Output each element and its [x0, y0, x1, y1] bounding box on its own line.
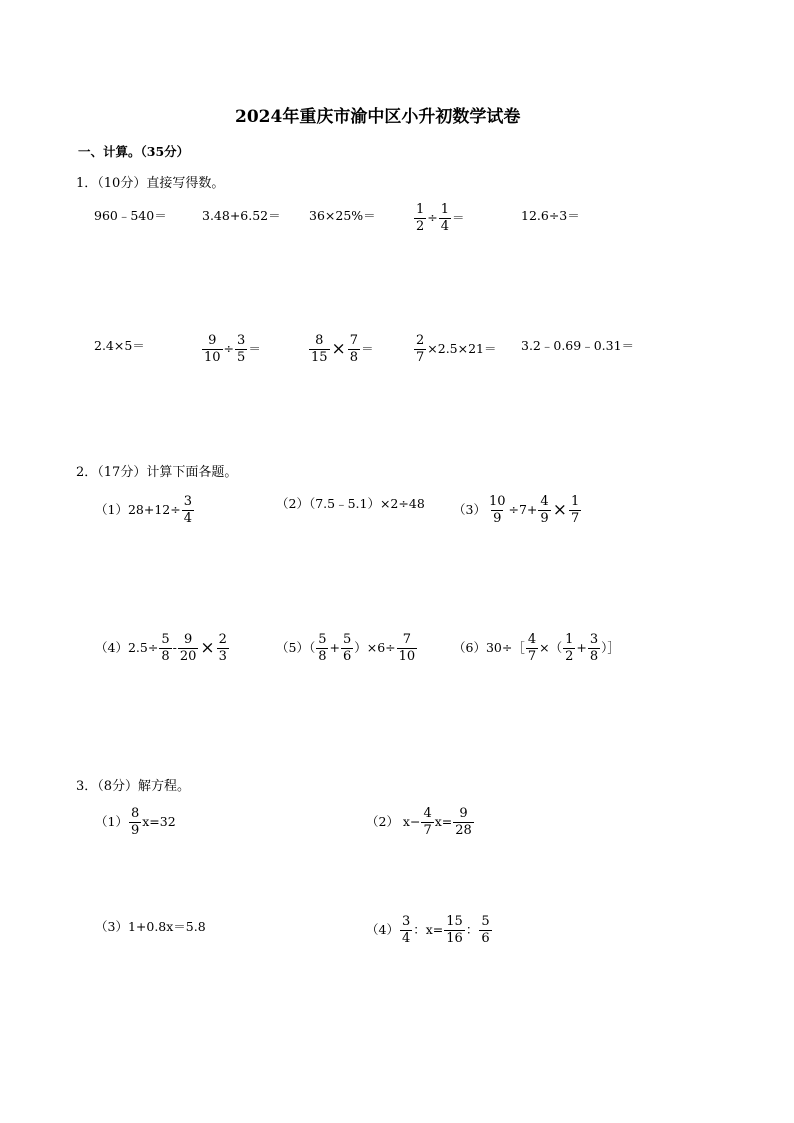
fraction: $\frac{1}{2}$: [565, 632, 574, 664]
q2-item-2: （2）（7.5﹣5.1）×2÷48: [276, 496, 425, 511]
fraction: $\frac{7}{8}$: [349, 333, 359, 365]
q1-item-1: 960﹣540＝: [94, 208, 167, 223]
fraction: $\frac{7}{10}$: [398, 632, 416, 664]
section-heading: 一、计算。（35分）: [78, 144, 190, 159]
q1-item-2: 3.48+6.52＝: [202, 208, 281, 223]
question-1-label: 1．（10分）直接写得数。: [76, 176, 225, 191]
q2-item-6: （6）30÷［ $\frac{4}{7}$ ×（ $\frac{1}{2}$ + $\frac{3}{8}$ ）］: [453, 632, 620, 664]
fraction: $\frac{8}{9}$: [130, 806, 140, 838]
fraction: $\frac{3}{4}$: [401, 914, 411, 946]
fraction: $\frac{3}{8}$: [589, 632, 599, 664]
q3-item-4: （4） $\frac{3}{4}$ ：x= $\frac{15}{16}$ ： $\frac{5}{6}$: [366, 914, 490, 946]
fraction: $\frac{9}{10}$: [204, 333, 221, 365]
fraction: $\frac{9}{20}$: [179, 632, 197, 664]
q1-item-5: 12.6÷3＝: [521, 208, 580, 223]
fraction: $\frac{10}{9}$: [488, 494, 506, 526]
fraction: $\frac{4}{7}$: [527, 632, 537, 664]
q2-item-5: （5）（ $\frac{5}{8}$ + $\frac{5}{6}$ ）×6÷ $\frac{7}{10}$: [276, 632, 416, 664]
q3-item-3: （3）1+0.8x＝5.8: [95, 919, 206, 934]
fraction: $\frac{5}{6}$: [481, 914, 490, 946]
fraction: $\frac{2}{3}$: [218, 632, 227, 664]
question-3-label: 3．（8分）解方程。: [76, 779, 191, 794]
exam-title: 2024年重庆市渝中区小升初数学试卷: [235, 107, 521, 127]
q1-item-10: 3.2﹣0.69﹣0.31＝: [521, 338, 635, 353]
q1-item-9: $\frac{2}{7}$ ×2.5×21＝: [416, 333, 497, 365]
q1-item-6: 2.4×5＝: [94, 338, 145, 353]
question-2-label: 2．（17分）计算下面各题。: [76, 465, 238, 480]
q1-item-8: $\frac{8}{15}$ × $\frac{7}{8}$ ＝: [311, 333, 374, 365]
q1-item-4: $\frac{1}{2}$ ÷ $\frac{1}{4}$ ＝: [416, 202, 465, 234]
q2-item-4: （4）2.5÷ $\frac{5}{8}$ - $\frac{9}{20}$ × $\frac{2}{3}$: [95, 632, 227, 664]
fraction: $\frac{15}{16}$: [446, 914, 463, 946]
q2-item-1: （1）28+12÷ $\frac{3}{4}$: [95, 494, 192, 526]
q1-item-3: 36×25%＝: [309, 208, 376, 223]
fraction: $\frac{1}{2}$: [416, 202, 425, 234]
q3-item-2: （2） x− $\frac{4}{7}$ x= $\frac{9}{28}$: [366, 806, 472, 838]
fraction: $\frac{4}{9}$: [540, 494, 549, 526]
fraction: $\frac{2}{7}$: [416, 333, 425, 365]
q2-item-3: （3） $\frac{10}{9}$ ÷7+ $\frac{4}{9}$ × $\frac{1}{7}$: [453, 494, 580, 526]
fraction: $\frac{4}{7}$: [423, 806, 432, 838]
q3-item-1: （1） $\frac{8}{9}$ x=32: [95, 806, 176, 838]
fraction: $\frac{5}{8}$: [318, 632, 327, 664]
fraction: $\frac{1}{4}$: [440, 202, 450, 234]
fraction: $\frac{3}{5}$: [237, 333, 246, 365]
fraction: $\frac{1}{7}$: [570, 494, 580, 526]
q1-item-7: $\frac{9}{10}$ ÷ $\frac{3}{5}$ ＝: [204, 333, 261, 365]
fraction: $\frac{5}{6}$: [342, 632, 352, 664]
fraction: $\frac{5}{8}$: [161, 632, 170, 664]
fraction: $\frac{9}{28}$: [455, 806, 472, 838]
fraction: $\frac{3}{4}$: [183, 494, 192, 526]
fraction: $\frac{8}{15}$: [311, 333, 328, 365]
